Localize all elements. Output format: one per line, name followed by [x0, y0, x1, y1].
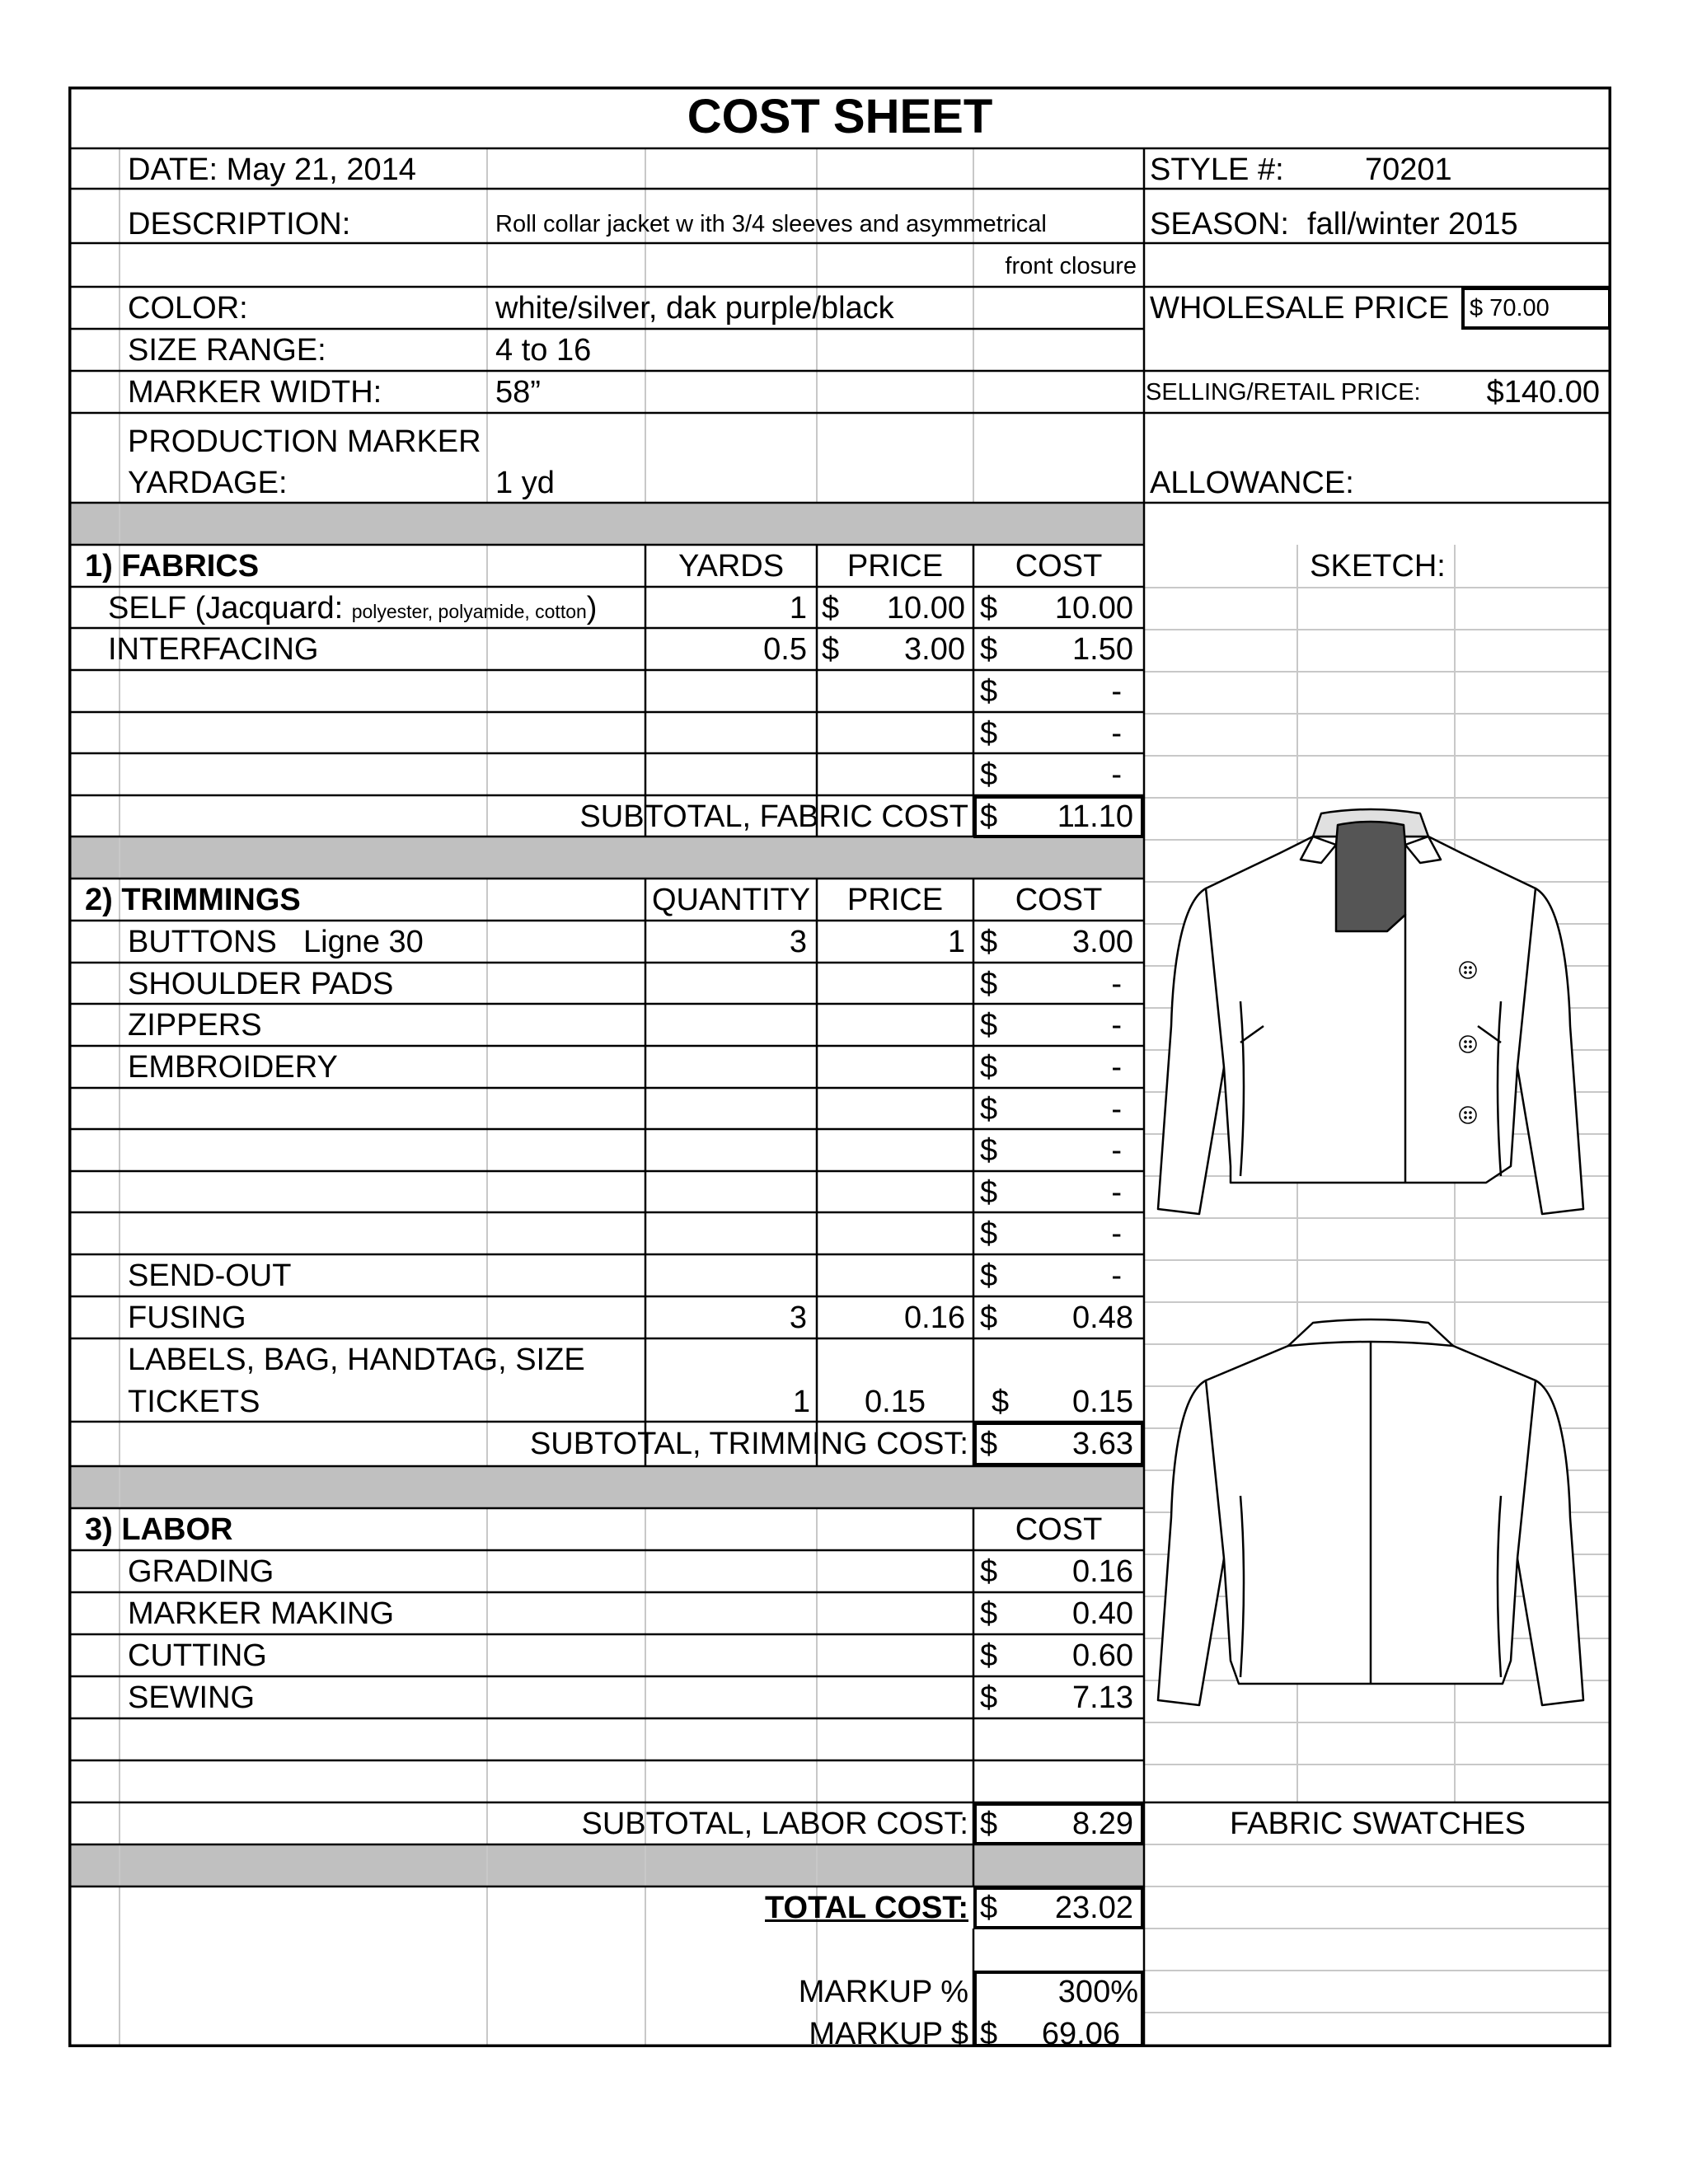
color-label: COLOR:: [128, 291, 248, 326]
fabric-row-interfacing: INTERFACING: [108, 632, 319, 667]
description-line2: front closure: [1005, 253, 1137, 279]
fabric-subtotal-value: 11.10: [1057, 799, 1133, 834]
fusing-price: 0.16: [904, 1301, 965, 1335]
total-cost-value: 23.02: [1054, 1891, 1133, 1925]
fusing-cost: 0.48: [1072, 1301, 1133, 1335]
empty-cost-dash: -: [1111, 1216, 1122, 1251]
trimmings-col-price: PRICE: [846, 883, 944, 917]
dollar-sign: $: [980, 1807, 998, 1841]
cutting-label: CUTTING: [128, 1638, 267, 1673]
description-label: DESCRIPTION:: [128, 207, 351, 241]
size-range-label: SIZE RANGE:: [128, 333, 326, 368]
marker-making-label: MARKER MAKING: [128, 1596, 395, 1631]
fabric-swatches-label: FABRIC SWATCHES: [1230, 1807, 1526, 1841]
dollar-sign: $: [980, 1258, 998, 1293]
dollar-sign: $: [980, 1680, 998, 1715]
empty-cost-dash: -: [1111, 1008, 1122, 1043]
fabrics-col-cost: COST: [1015, 549, 1103, 583]
trimming-subtotal-label: SUBTOTAL, TRIMMING COST:: [529, 1427, 968, 1461]
dollar-sign: $: [980, 1092, 998, 1127]
send-out-label: SEND-OUT: [128, 1258, 292, 1293]
total-cost-label: TOTAL COST:: [765, 1891, 968, 1925]
dollar-sign: $: [980, 716, 998, 751]
empty-cost-dash: -: [1111, 674, 1122, 709]
page-title: COST SHEET: [687, 90, 993, 143]
yardage-value: 1 yd: [495, 466, 555, 500]
buttons-cost: 3.00: [1072, 925, 1133, 959]
fabric-interfacing-cost: 1.50: [1072, 632, 1133, 667]
dollar-sign: $: [992, 1385, 1010, 1419]
sewing-cost: 7.13: [1072, 1680, 1133, 1715]
labor-col-cost: COST: [1015, 1512, 1103, 1547]
dollar-sign: $: [980, 1638, 998, 1673]
allowance-label: ALLOWANCE:: [1150, 466, 1354, 500]
empty-cost-dash: -: [1111, 1050, 1122, 1085]
color-value: white/silver, dak purple/black: [495, 291, 894, 326]
empty-cost-dash: -: [1111, 967, 1122, 1001]
retail-value: $140.00: [1486, 375, 1600, 410]
fabric-self-price: 10.00: [886, 591, 965, 626]
size-range-value: 4 to 16: [495, 333, 592, 368]
wholesale-label: WHOLESALE PRICE: [1150, 291, 1450, 326]
wholesale-value: $ 70.00: [1470, 295, 1550, 321]
labels-cost: 0.15: [1072, 1385, 1133, 1419]
sewing-label: SEWING: [128, 1680, 256, 1715]
fabric-interfacing-yards: 0.5: [763, 632, 807, 667]
dollar-sign: $: [980, 2017, 998, 2051]
button-icon: [1460, 962, 1476, 978]
marker-making-cost: 0.40: [1072, 1596, 1133, 1631]
yardage-label: YARDAGE:: [128, 466, 288, 500]
dollar-sign: $: [980, 967, 998, 1001]
trimmings-heading: 2) TRIMMINGS: [85, 883, 301, 917]
season-label: SEASON:: [1150, 207, 1289, 241]
dollar-sign: $: [980, 632, 998, 667]
markup-dollar-value: 69.06: [1041, 2017, 1120, 2051]
trimmings-col-quantity: QUANTITY: [651, 883, 811, 917]
marker-width-value: 58”: [495, 375, 541, 410]
grading-label: GRADING: [128, 1554, 274, 1589]
trimming-subtotal-value: 3.63: [1072, 1427, 1133, 1461]
style-number: 70201: [1365, 152, 1452, 187]
dollar-sign: $: [980, 1891, 998, 1925]
sketch-label: SKETCH:: [1310, 549, 1446, 583]
fabrics-col-yards: YARDS: [678, 549, 785, 583]
embroidery-label: EMBROIDERY: [128, 1050, 338, 1085]
zippers-label: ZIPPERS: [128, 1008, 262, 1043]
retail-label: SELLING/RETAIL PRICE:: [1146, 379, 1421, 405]
dollar-sign: $: [980, 1050, 998, 1085]
buttons-qty: 3: [789, 925, 807, 959]
empty-cost-dash: -: [1111, 1258, 1122, 1293]
labor-heading: 3) LABOR: [85, 1512, 233, 1547]
trimmings-col-cost: COST: [1015, 883, 1103, 917]
button-icon: [1460, 1107, 1476, 1123]
dollar-sign: $: [822, 632, 840, 667]
dollar-sign: $: [980, 925, 998, 959]
fabrics-heading: 1) FABRICS: [85, 549, 260, 583]
empty-cost-dash: -: [1111, 1133, 1122, 1168]
marker-width-label: MARKER WIDTH:: [128, 375, 382, 410]
jacket-front-sketch: [1148, 754, 1610, 1232]
empty-cost-dash: -: [1111, 1175, 1122, 1210]
fabric-row-self: SELF (Jacquard: polyester, polyamide, cotton): [108, 591, 598, 626]
labels-line1: LABELS, BAG, HANDTAG, SIZE: [128, 1343, 585, 1377]
buttons-ligne: Ligne 30: [303, 925, 424, 959]
style-label: STYLE #:: [1150, 152, 1284, 187]
dollar-sign: $: [980, 1427, 998, 1461]
dollar-sign: $: [980, 799, 998, 834]
labor-subtotal-value: 8.29: [1072, 1807, 1133, 1841]
fabrics-col-price: PRICE: [846, 549, 944, 583]
season-value: fall/winter 2015: [1307, 207, 1518, 241]
labels-line2: TICKETS: [128, 1385, 260, 1419]
dollar-sign: $: [980, 1133, 998, 1168]
cutting-cost: 0.60: [1072, 1638, 1133, 1673]
dollar-sign: $: [980, 1301, 998, 1335]
fusing-qty: 3: [789, 1301, 807, 1335]
description-line1: Roll collar jacket w ith 3/4 sleeves and asymmetrical: [495, 211, 1047, 237]
fabric-subtotal-label: SUBTOTAL, FABRIC COST: [579, 799, 968, 834]
button-icon: [1460, 1036, 1476, 1052]
shoulder-pads-label: SHOULDER PADS: [128, 967, 394, 1001]
date-field: DATE: May 21, 2014: [128, 152, 416, 187]
dollar-sign: $: [822, 591, 840, 626]
dollar-sign: $: [980, 1008, 998, 1043]
markup-pct-label: MARKUP %: [798, 1975, 968, 2009]
markup-pct-value: 300%: [1057, 1975, 1138, 2009]
labels-qty: 1: [792, 1385, 810, 1419]
dollar-sign: $: [980, 1175, 998, 1210]
empty-cost-dash: -: [1111, 1092, 1122, 1127]
fabric-interfacing-price: 3.00: [904, 632, 965, 667]
empty-cost-dash: -: [1111, 716, 1122, 751]
fabric-self-yards: 1: [789, 591, 807, 626]
dollar-sign: $: [980, 1596, 998, 1631]
empty-cost-dash: -: [1111, 757, 1122, 792]
markup-dollar-label: MARKUP $: [809, 2017, 968, 2051]
fusing-label: FUSING: [128, 1301, 246, 1335]
buttons-label: BUTTONS: [128, 925, 277, 959]
dollar-sign: $: [980, 1554, 998, 1589]
dollar-sign: $: [980, 1216, 998, 1251]
jacket-back-sketch: [1148, 1249, 1610, 1727]
fabric-self-cost: 10.00: [1054, 591, 1133, 626]
grading-cost: 0.16: [1072, 1554, 1133, 1589]
dollar-sign: $: [980, 674, 998, 709]
cost-sheet: [68, 87, 1611, 2051]
labor-subtotal-label: SUBTOTAL, LABOR COST:: [581, 1807, 968, 1841]
labels-price: 0.15: [865, 1385, 926, 1419]
buttons-price: 1: [947, 925, 965, 959]
production-marker-label: PRODUCTION MARKER: [128, 424, 481, 459]
dollar-sign: $: [980, 757, 998, 792]
dollar-sign: $: [980, 591, 998, 626]
